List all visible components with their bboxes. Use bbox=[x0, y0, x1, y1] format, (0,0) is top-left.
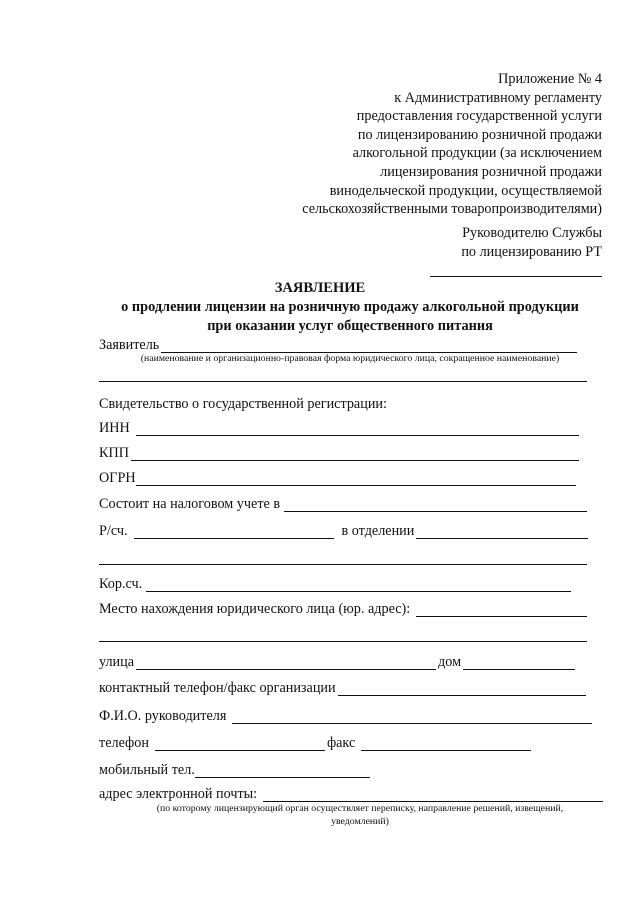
applicant-hint: (наименование и организационно-правовая форма юридического лица, сокращенное наименование) bbox=[140, 353, 560, 364]
branch-field-continued[interactable] bbox=[99, 564, 587, 565]
addressee-name-field[interactable] bbox=[430, 276, 602, 277]
location-field-continued[interactable] bbox=[99, 641, 587, 642]
corr-account-row bbox=[99, 576, 573, 592]
account-label: Р/сч. bbox=[99, 523, 128, 539]
mobile-label: мобильный тел. bbox=[99, 762, 195, 778]
phone-field[interactable] bbox=[155, 737, 325, 751]
email-hint-line-2: уведомлений) bbox=[331, 815, 389, 827]
appendix-line: по лицензированию розничной продажи bbox=[357, 126, 602, 143]
kpp-label: КПП bbox=[99, 445, 129, 461]
appendix-line: к Административному регламенту bbox=[394, 89, 602, 106]
phone-row bbox=[99, 735, 533, 751]
corr-account-field[interactable] bbox=[146, 578, 571, 592]
street-field[interactable] bbox=[136, 656, 436, 670]
ogrn-field[interactable] bbox=[136, 472, 576, 486]
director-row bbox=[99, 708, 594, 724]
contact-phone-row bbox=[99, 680, 588, 696]
subtitle-line-2: при оказании услуг общественного питания bbox=[207, 318, 493, 334]
branch-label: в отделении bbox=[341, 523, 415, 539]
appendix-line: Приложение № 4 bbox=[498, 71, 602, 87]
location-field[interactable] bbox=[416, 603, 587, 617]
director-label: Ф.И.О. руководителя bbox=[99, 708, 227, 724]
applicant-label: Заявитель bbox=[99, 337, 160, 353]
branch-field[interactable] bbox=[416, 525, 588, 539]
ogrn-label: ОГРН bbox=[99, 470, 136, 486]
house-field[interactable] bbox=[463, 656, 575, 670]
location-label: Место нахождения юридического лица (юр. адрес): bbox=[99, 601, 411, 617]
tax-field[interactable] bbox=[284, 498, 587, 512]
appendix-line: сельскохозяйственными товаропроизводителями) bbox=[302, 201, 602, 218]
applicant-row bbox=[99, 337, 579, 353]
appendix-line: предоставления государственной услуги bbox=[356, 108, 602, 125]
corr-account-label: Кор.сч. bbox=[99, 576, 143, 592]
addressee-line: по лицензированию РТ bbox=[461, 244, 602, 260]
contact-phone-label: контактный телефон/факс организации bbox=[99, 680, 336, 696]
tax-row bbox=[99, 496, 589, 512]
email-hint-line-1: (по которому лицензирующий орган осуществляет переписку, направление решений, извещений, bbox=[156, 803, 564, 814]
kpp-field[interactable] bbox=[131, 447, 579, 461]
kpp-row bbox=[99, 445, 581, 461]
mobile-row bbox=[99, 762, 372, 778]
subtitle-line-1: о продлении лицензии на розничную продажу алкогольной продукции bbox=[121, 299, 579, 315]
registration-row bbox=[99, 396, 387, 412]
tax-label: Состоит на налоговом учете в bbox=[99, 496, 281, 512]
document-subtitle bbox=[60, 298, 640, 336]
phone-label: телефон bbox=[99, 735, 149, 751]
inn-row bbox=[99, 420, 581, 436]
director-field[interactable] bbox=[232, 710, 592, 724]
applicant-field[interactable] bbox=[161, 339, 577, 353]
mobile-field[interactable] bbox=[195, 764, 370, 778]
street-label: улица bbox=[99, 654, 135, 670]
house-label: дом bbox=[438, 654, 462, 670]
appendix-line: винодельческой продукции, осуществляемой bbox=[329, 182, 602, 199]
account-row bbox=[99, 523, 590, 539]
registration-label: Свидетельство о государственной регистрации: bbox=[99, 396, 387, 412]
contact-phone-field[interactable] bbox=[338, 682, 586, 696]
addressee-line: Руководителю Службы bbox=[462, 225, 602, 241]
appendix-block bbox=[302, 70, 602, 219]
applicant-field-continued[interactable] bbox=[99, 381, 587, 382]
email-hint bbox=[110, 803, 610, 828]
fax-field[interactable] bbox=[361, 737, 531, 751]
addressee-block bbox=[461, 224, 602, 262]
document-title: ЗАЯВЛЕНИЕ bbox=[274, 280, 366, 296]
email-label: адрес электронной почты: bbox=[99, 786, 258, 802]
email-row bbox=[99, 786, 605, 802]
appendix-line: алкогольной продукции (за исключением bbox=[352, 145, 602, 162]
street-row bbox=[99, 654, 577, 670]
account-field[interactable] bbox=[134, 525, 334, 539]
appendix-line: лицензирования розничной продажи bbox=[380, 163, 602, 180]
location-row bbox=[99, 601, 589, 617]
ogrn-row bbox=[99, 470, 578, 486]
fax-label: факс bbox=[326, 735, 356, 751]
inn-label: ИНН bbox=[99, 420, 130, 436]
email-field[interactable] bbox=[263, 788, 603, 802]
inn-field[interactable] bbox=[136, 422, 579, 436]
